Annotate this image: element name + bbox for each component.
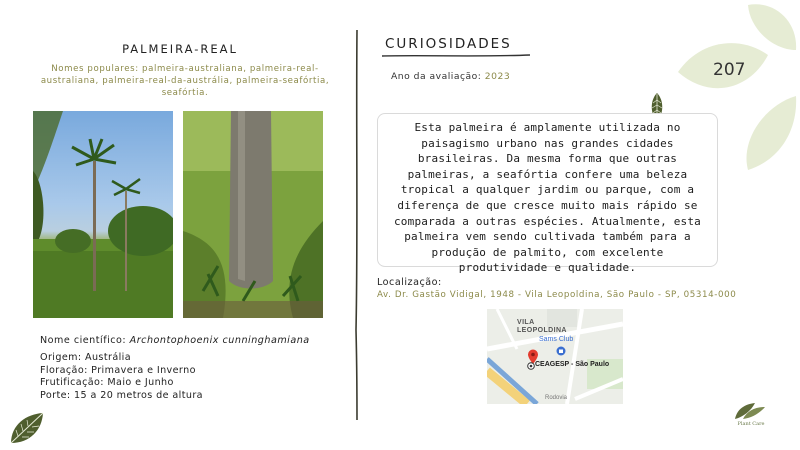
evaluation-year-value: 2023 [484,71,511,82]
vertical-divider [352,30,362,420]
fact-origin: Origem: Austrália [40,352,132,363]
title-underline [382,53,530,59]
palm-trunk-photo [183,111,323,318]
map-place-label: CEAGESP - São Paulo [535,361,610,368]
page-number: 207 [713,60,746,80]
scientific-name-label: Nome científico: [40,335,130,346]
map-district-label: VILA LEOPOLDINA [517,319,567,334]
scientific-name [40,335,310,346]
map-store-label: Sams Club [539,336,574,343]
plant-facts [40,352,203,402]
location-address[interactable]: Av. Dr. Gastão Vidigal, 1948 - Vila Leopoldina, São Paulo - SP, 05314-000 [377,290,737,300]
popular-names: Nomes populares: palmeira-australiana, palmeira-real-australiana, palmeira-real-da-austrália, palmeira-seafórtia, seafórtia. [40,64,330,98]
map-road-label: Rodovia [545,395,568,401]
evaluation-year-label: Ano da avaliação: [391,71,485,82]
fact-flowering: Floração: Primavera e Inverno [40,364,196,376]
location-label: Localização: [377,277,442,288]
location-map[interactable] [487,309,623,404]
curiosities-title: CURIOSIDADES [385,36,512,52]
logo-text: Plant Care [737,421,765,427]
fact-size: Porte: 15 a 20 metros de altura [40,389,203,401]
plant-title: PALMEIRA-REAL [122,42,238,56]
scientific-name-value: Archontophoenix cunninghamiana [129,335,310,346]
curiosities-description: Esta palmeira é amplamente utilizada no paisagismo urbano nas grandes cidades brasileiras. Da mesma forma que outras palmeiras, a seafórtia confere uma beleza tropical a qualquer jardim ou parque, com a diferença de que cresce muito mais rápido se comparada a outras espécies. Atualmente, esta palmeira vem sendo cultivada também para a produção de palmito, com excelente produtividade e qualidade. [377,113,718,267]
leaf-icon [8,410,46,446]
palm-tree-photo [33,111,173,318]
plant-care-logo [733,401,767,421]
fact-fruiting: Frutificação: Maio e Junho [40,377,174,389]
shopping-icon [556,346,566,356]
place-icon [527,362,535,370]
evaluation-year [391,71,510,82]
